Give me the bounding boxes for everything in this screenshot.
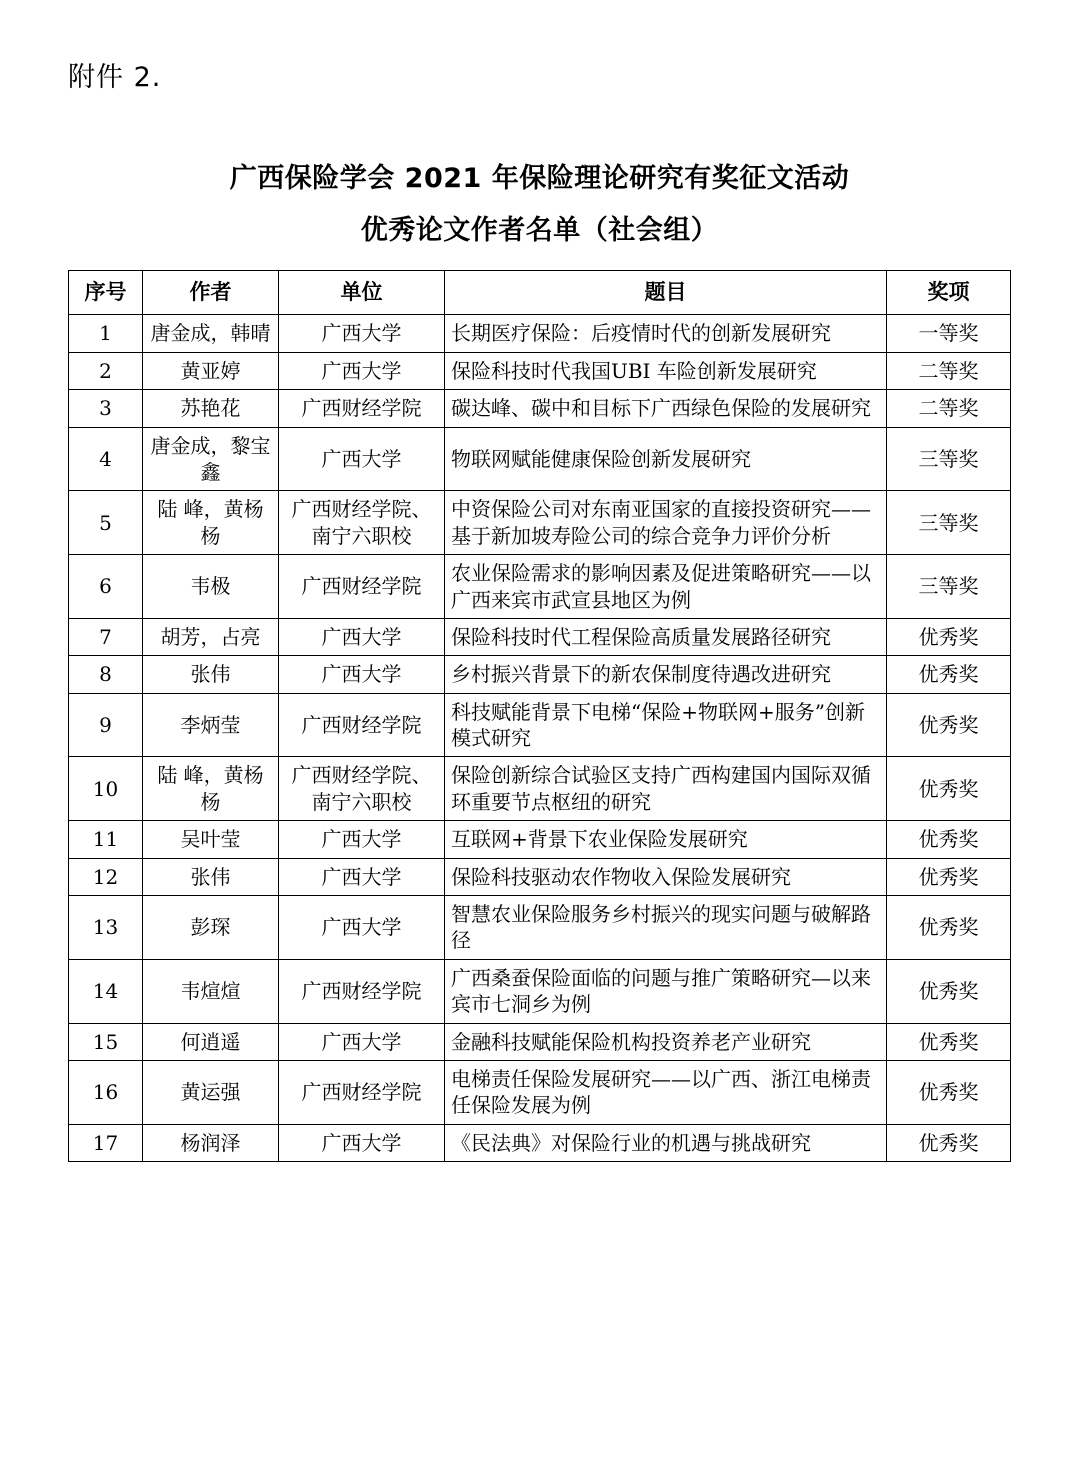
cell-no: 15 [69,1023,143,1060]
table-row [69,896,1011,960]
cell-title: 物联网赋能健康保险创新发展研究 [445,427,887,491]
cell-title: 《民法典》对保险行业的机遇与挑战研究 [445,1124,887,1161]
cell-no: 14 [69,959,143,1023]
column-header-no: 序号 [69,270,143,315]
cell-author: 陆 峰，黄杨杨 [143,757,279,821]
cell-no: 8 [69,656,143,693]
cell-author: 彭琛 [143,896,279,960]
cell-author: 唐金成，韩晴 [143,315,279,352]
cell-award: 三等奖 [887,555,1011,619]
cell-unit: 广西大学 [279,821,445,858]
table-row [69,390,1011,427]
cell-author: 张伟 [143,656,279,693]
cell-award: 优秀奖 [887,693,1011,757]
cell-author: 苏艳花 [143,390,279,427]
cell-unit: 广西大学 [279,618,445,655]
cell-no: 4 [69,427,143,491]
cell-no: 9 [69,693,143,757]
cell-no: 7 [69,618,143,655]
cell-title: 保险科技时代我国UBI 车险创新发展研究 [445,352,887,389]
table-header-row [69,270,1011,315]
table-row [69,1061,1011,1125]
cell-author: 唐金成，黎宝鑫 [143,427,279,491]
cell-title: 保险科技驱动农作物收入保险发展研究 [445,858,887,895]
cell-title: 广西桑蚕保险面临的问题与推广策略研究—以来宾市七洞乡为例 [445,959,887,1023]
cell-author: 何逍遥 [143,1023,279,1060]
award-list-table [68,270,1011,1162]
cell-unit: 广西大学 [279,427,445,491]
page-title-line2: 优秀论文作者名单（社会组） [360,214,719,246]
cell-title: 保险科技时代工程保险高质量发展路径研究 [445,618,887,655]
cell-author: 陆 峰，黄杨杨 [143,491,279,555]
cell-author: 韦煊煊 [143,959,279,1023]
cell-no: 1 [69,315,143,352]
cell-no: 2 [69,352,143,389]
cell-no: 12 [69,858,143,895]
cell-award: 三等奖 [887,427,1011,491]
cell-no: 13 [69,896,143,960]
table-row [69,1124,1011,1161]
cell-award: 优秀奖 [887,618,1011,655]
table-row [69,491,1011,555]
cell-author: 杨润泽 [143,1124,279,1161]
cell-title: 农业保险需求的影响因素及促进策略研究——以广西来宾市武宣县地区为例 [445,555,887,619]
table-row [69,1023,1011,1060]
cell-author: 李炳莹 [143,693,279,757]
cell-award: 优秀奖 [887,757,1011,821]
cell-no: 10 [69,757,143,821]
cell-award: 三等奖 [887,491,1011,555]
cell-no: 11 [69,821,143,858]
cell-title: 长期医疗保险：后疫情时代的创新发展研究 [445,315,887,352]
cell-unit: 广西大学 [279,315,445,352]
table-row [69,427,1011,491]
cell-title: 智慧农业保险服务乡村振兴的现实问题与破解路径 [445,896,887,960]
cell-title: 互联网+背景下农业保险发展研究 [445,821,887,858]
cell-unit: 广西大学 [279,858,445,895]
cell-no: 3 [69,390,143,427]
cell-unit: 广西财经学院、南宁六职校 [279,757,445,821]
cell-title: 中资保险公司对东南亚国家的直接投资研究——基于新加坡寿险公司的综合竞争力评价分析 [445,491,887,555]
cell-unit: 广西财经学院、南宁六职校 [279,491,445,555]
column-header-unit: 单位 [279,270,445,315]
cell-title: 科技赋能背景下电梯“保险+物联网+服务”创新模式研究 [445,693,887,757]
table-row [69,959,1011,1023]
cell-award: 优秀奖 [887,1061,1011,1125]
cell-award: 二等奖 [887,352,1011,389]
cell-award: 优秀奖 [887,1023,1011,1060]
table-row [69,858,1011,895]
page-title [106,158,974,252]
cell-unit: 广西大学 [279,352,445,389]
cell-author: 胡芳，占亮 [143,618,279,655]
cell-unit: 广西财经学院 [279,959,445,1023]
table-row [69,693,1011,757]
cell-author: 韦极 [143,555,279,619]
table-row [69,821,1011,858]
cell-award: 优秀奖 [887,959,1011,1023]
cell-award: 优秀奖 [887,821,1011,858]
column-header-author: 作者 [143,270,279,315]
cell-no: 6 [69,555,143,619]
cell-unit: 广西大学 [279,896,445,960]
cell-unit: 广西财经学院 [279,1061,445,1125]
cell-no: 16 [69,1061,143,1125]
cell-title: 碳达峰、碳中和目标下广西绿色保险的发展研究 [445,390,887,427]
cell-no: 5 [69,491,143,555]
cell-author: 黄亚婷 [143,352,279,389]
cell-title: 电梯责任保险发展研究——以广西、浙江电梯责任保险发展为例 [445,1061,887,1125]
table-row [69,656,1011,693]
cell-award: 二等奖 [887,390,1011,427]
cell-award: 优秀奖 [887,858,1011,895]
cell-title: 保险创新综合试验区支持广西构建国内国际双循环重要节点枢纽的研究 [445,757,887,821]
cell-no: 17 [69,1124,143,1161]
cell-unit: 广西大学 [279,1023,445,1060]
column-header-title: 题目 [445,270,887,315]
cell-award: 优秀奖 [887,896,1011,960]
cell-unit: 广西大学 [279,656,445,693]
cell-award: 优秀奖 [887,656,1011,693]
cell-author: 张伟 [143,858,279,895]
table-row [69,757,1011,821]
cell-award: 优秀奖 [887,1124,1011,1161]
cell-unit: 广西大学 [279,1124,445,1161]
cell-unit: 广西财经学院 [279,390,445,427]
cell-unit: 广西财经学院 [279,693,445,757]
cell-title: 金融科技赋能保险机构投资养老产业研究 [445,1023,887,1060]
cell-unit: 广西财经学院 [279,555,445,619]
cell-author: 黄运强 [143,1061,279,1125]
attachment-label: 附件 2. [68,62,162,93]
table-row [69,315,1011,352]
page-title-line1: 广西保险学会 2021 年保险理论研究有奖征文活动 [229,163,850,194]
cell-title: 乡村振兴背景下的新农保制度待遇改进研究 [445,656,887,693]
cell-author: 吴叶莹 [143,821,279,858]
column-header-award: 奖项 [887,270,1011,315]
cell-award: 一等奖 [887,315,1011,352]
table-row [69,618,1011,655]
table-row [69,555,1011,619]
table-row [69,352,1011,389]
